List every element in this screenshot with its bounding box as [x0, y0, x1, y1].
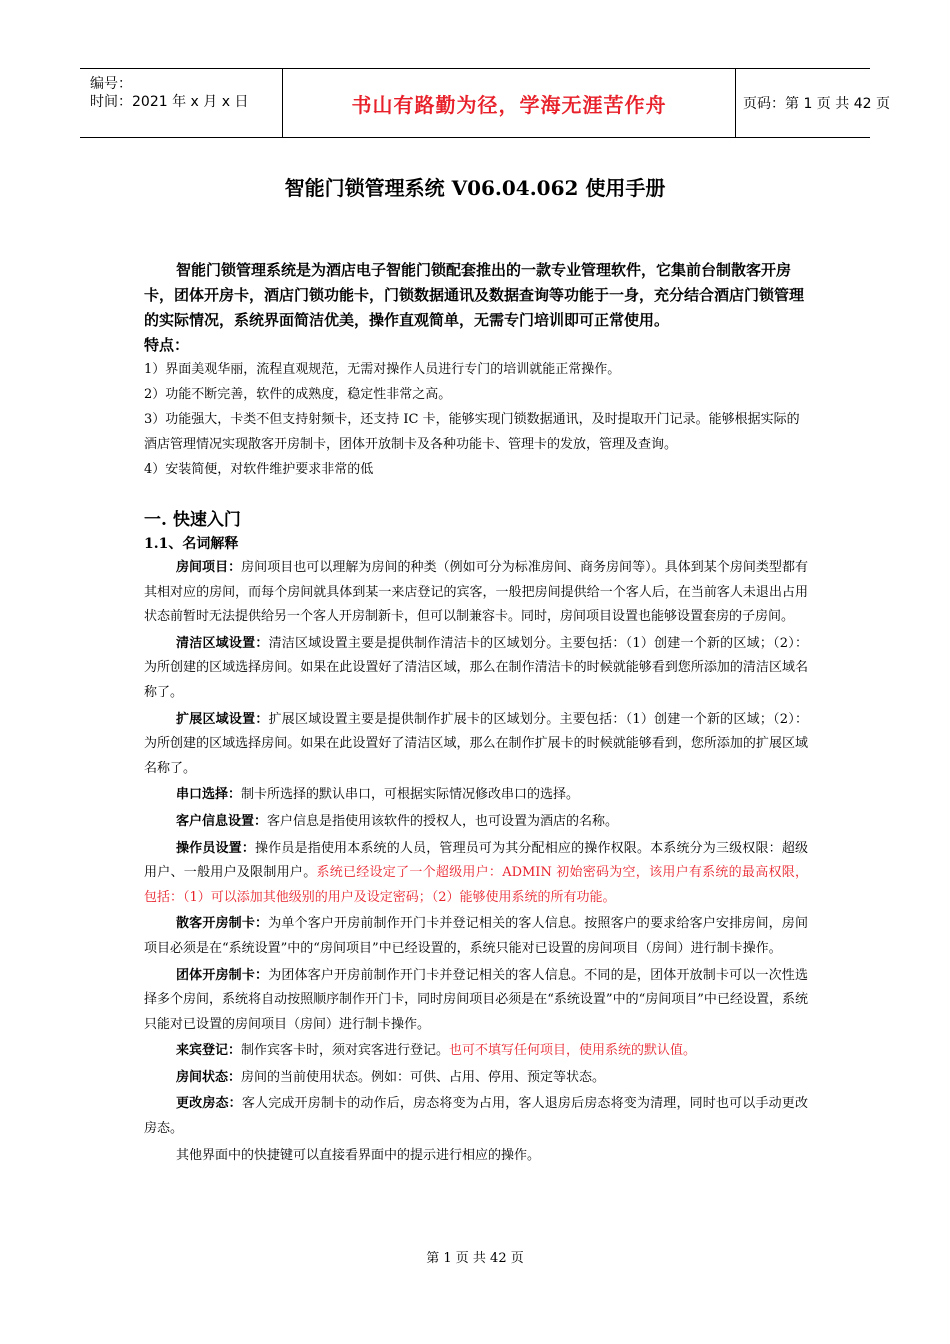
section-heading: 一. 快速入门 — [144, 510, 241, 530]
definition-highlight: 也可不填写任何项目，使用系统的默认值。 — [449, 1043, 697, 1059]
definition-item — [144, 1092, 808, 1141]
header-meta-cell — [80, 69, 282, 137]
definition-highlight: 系统已经设定了一个超级用户：ADMIN 初始密码为空，该用户有系统的最高权限，包括：（1）可以添加其他级别的用户及设定密码；（2）能够使用系统的所有功能。 — [144, 865, 808, 905]
document-body — [144, 258, 808, 1170]
definition-item — [144, 1039, 808, 1064]
definition-term: 散客开房制卡： — [176, 916, 269, 932]
header-page-cell — [735, 69, 890, 137]
definition-term: 清洁区域设置： — [176, 635, 269, 651]
feature-item-4: 4）安装简便，对软件维护要求非常的低 — [144, 462, 374, 477]
definition-text: 客人完成开房制卡的动作后，房态将变为占用，客人退房后房态将变为清理，同时也可以手动更改房态。 — [144, 1096, 808, 1137]
definition-term: 房间状态： — [176, 1069, 242, 1085]
definition-item — [144, 783, 808, 808]
document-title: 智能门锁管理系统 V06.04.062 使用手册 — [284, 176, 666, 200]
definition-text: 房间的当前使用状态。例如：可供、占用、停用、预定等状态。 — [241, 1069, 606, 1085]
definition-term: 来宾登记： — [176, 1043, 242, 1059]
header-motto-cell — [282, 69, 736, 137]
definition-item — [144, 912, 808, 961]
definition-term: 客户信息设置： — [176, 813, 268, 829]
document-number-label: 编号： — [90, 76, 132, 92]
intro-text: 智能门锁管理系统是为酒店电子智能门锁配套推出的一款专业管理软件，它集前台制散客开房卡，团体开房卡，酒店门锁功能卡，门锁数据通讯及数据查询等功能于一身，充分结合酒店门锁管理的实际情况，系统界面简洁优美，操作直观简单，无需专门培训即可正常使用。 — [144, 261, 805, 329]
header-motto: 书山有路勤为径，学海无涯苦作舟 — [351, 92, 667, 117]
header-page-info: 页码：第 1 页 共 42 页 — [743, 96, 890, 112]
definition-item — [144, 1144, 808, 1169]
definition-item — [144, 556, 808, 630]
definition-text: 客户信息是指使用该软件的授权人，也可设置为酒店的名称。 — [267, 813, 619, 829]
definition-text: 其他界面中的快捷键可以直接看界面中的提示进行相应的操作。 — [176, 1147, 541, 1163]
definition-text: 房间项目也可以理解为房间的种类（例如可分为标准房间、商务房间等）。具体到某个房间类型都有其相对应的房间，而每个房间就具体到某一来店登记的宾客，一般把房间提供给一个客人后，在当前客人未退出占用状态前暂时无法提供给另一个客人开房制新卡，但可以制兼容卡。同时，房间项目设置也能够设置套房的子房间。 — [144, 560, 808, 625]
feature-item-3: 3）功能强大，卡类不但支持射频卡，还支持 IC 卡，能够实现门锁数据通讯，及时提取开门记录。能够根据实际的酒店管理情况实现散客开房制卡，团体开放制卡及各种功能卡、管理卡的发放，管理及查询。 — [144, 412, 800, 452]
definition-item — [144, 964, 808, 1038]
definition-text: 为单个客户开房前制作开门卡并登记相关的客人信息。按照客户的要求给客户安排房间，房间项目必须是在“系统设置”中的“房间项目”中已经设置的，系统只能对已设置的房间项目（房间）进行制卡操作。 — [144, 916, 808, 956]
definition-item — [144, 810, 808, 835]
definition-term: 房间项目： — [176, 560, 242, 575]
definition-item — [144, 837, 808, 911]
feature-item-2: 2）功能不断完善，软件的成熟度，稳定性非常之高。 — [144, 387, 452, 402]
definition-item — [144, 1066, 808, 1091]
definition-text: 制作宾客卡时，须对宾客进行登记。 — [241, 1043, 450, 1059]
feature-item-1: 1）界面美观华丽，流程直观规范，无需对操作人员进行专门的培训就能正常操作。 — [144, 362, 621, 377]
definition-item — [144, 632, 808, 706]
definition-term: 扩展区域设置： — [176, 711, 269, 727]
definition-term: 团体开房制卡： — [176, 967, 269, 983]
definition-text: 为团体客户开房前制作开门卡并登记相关的客人信息。不同的是，团体开放制卡可以一次性选择多个房间，系统将自动按照顺序制作开门卡，同时房间项目必须是在“系统设置”中的“房间项目”中已经设置，系统只能对已设置的房间项目（房间）进行制卡操作。 — [144, 967, 808, 1032]
definitions-list — [144, 556, 808, 1168]
definition-term: 串口选择： — [176, 787, 242, 803]
page-footer: 第 1 页 共 42 页 — [426, 1251, 524, 1266]
document-date-label: 时间：2021 年 x 月 x 日 — [90, 94, 249, 110]
definition-item — [144, 708, 808, 782]
definition-term: 更改房态： — [176, 1096, 242, 1112]
definition-text: 扩展区域设置主要是提供制作扩展卡的区域划分。主要包括：（1）创建一个新的区域；（2）：为所创建的区域选择房间。如果在此设置好了清洁区域，那么在制作扩展卡的时候就能够看到，您所添加的扩展区域名称了。 — [144, 711, 808, 776]
definition-text: 清洁区域设置主要是提供制作清洁卡的区域划分。主要包括：（1）创建一个新的区域；（2）：为所创建的区域选择房间。如果在此设置好了清洁区域，那么在制作清洁卡的时候就能够看到您所添加的清洁区域名称了。 — [144, 635, 808, 700]
subsection-heading: 1.1、名词解释 — [144, 536, 239, 552]
definition-text: 制卡所选择的默认串口，可根据实际情况修改串口的选择。 — [241, 787, 580, 803]
header-table — [80, 68, 890, 138]
definition-text: 操作员是指使用本系统的人员，管理员可为其分配相应的操作权限。本系统分为三级权限：超级用户、一般用户及限制用户。 — [144, 840, 808, 881]
intro-paragraph — [144, 258, 808, 333]
features-list — [144, 357, 808, 482]
features-heading: 特点： — [144, 336, 190, 354]
definition-term: 操作员设置： — [176, 840, 256, 856]
